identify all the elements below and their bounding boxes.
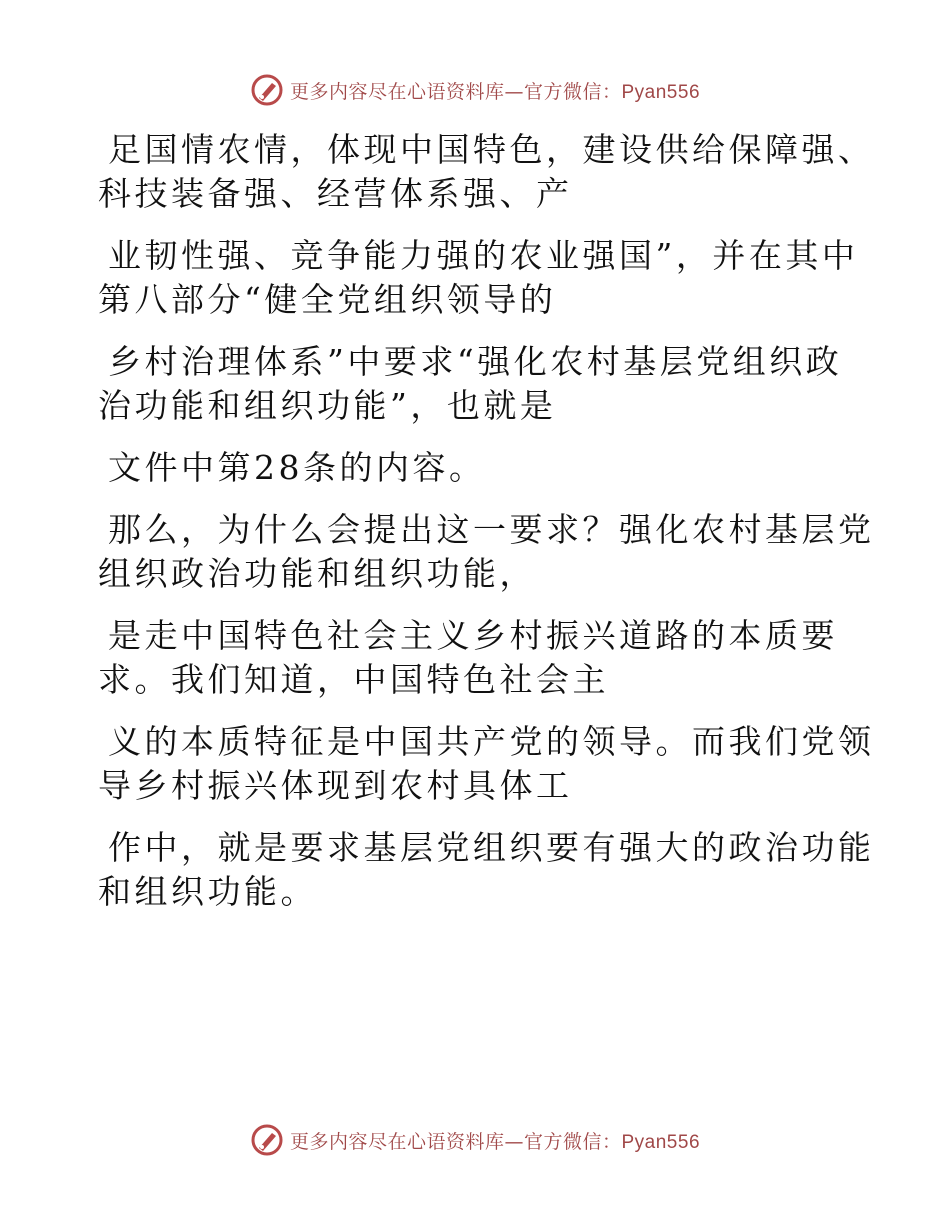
body-line-14: 作中，就是要求基层党组织要有强大的政治功能 bbox=[108, 828, 875, 867]
header-banner-id: Pyan556 bbox=[621, 81, 701, 103]
footer-banner-text bbox=[290, 1127, 700, 1154]
body-line-10: 是走中国特色社会主义乡村振兴道路的本质要 bbox=[108, 616, 838, 655]
header-banner bbox=[0, 68, 950, 112]
body-line-7: 文件中第28条的内容。 bbox=[108, 448, 486, 487]
body-line-6: 治功能和组织功能”，也就是 bbox=[98, 386, 557, 425]
body-line-1: 足国情农情，体现中国特色，建设供给保障强、 bbox=[108, 130, 875, 169]
body-line-15: 和组织功能。 bbox=[98, 872, 317, 911]
body-line-4: 第八部分“健全党组织领导的 bbox=[98, 280, 557, 319]
body-line-9: 组织政治功能和组织功能， bbox=[98, 554, 536, 593]
footer-banner-id: Pyan556 bbox=[621, 1131, 701, 1153]
header-banner-inner bbox=[250, 73, 700, 107]
footer-banner-inner bbox=[250, 1123, 700, 1157]
body-line-8: 那么，为什么会提出这一要求？强化农村基层党 bbox=[108, 510, 875, 549]
body-line-11: 求。我们知道，中国特色社会主 bbox=[98, 660, 609, 699]
footer-banner bbox=[0, 1118, 950, 1162]
body-line-13: 导乡村振兴体现到农村具体工 bbox=[98, 766, 573, 805]
body-line-5: 乡村治理体系”中要求“强化农村基层党组织政 bbox=[108, 342, 843, 381]
header-banner-text bbox=[290, 77, 700, 104]
pen-logo-icon bbox=[250, 1123, 284, 1157]
pen-logo-icon bbox=[250, 73, 284, 107]
header-banner-label: 更多内容尽在心语资料库—官方微信： bbox=[289, 80, 622, 103]
body-line-2: 科技装备强、经营体系强、产 bbox=[98, 174, 573, 213]
body-line-3: 业韧性强、竞争能力强的农业强国”，并在其中 bbox=[108, 236, 859, 275]
footer-banner-label: 更多内容尽在心语资料库—官方微信： bbox=[289, 1130, 622, 1153]
body-line-12: 义的本质特征是中国共产党的领导。而我们党领 bbox=[108, 722, 875, 761]
document-body bbox=[98, 128, 875, 914]
